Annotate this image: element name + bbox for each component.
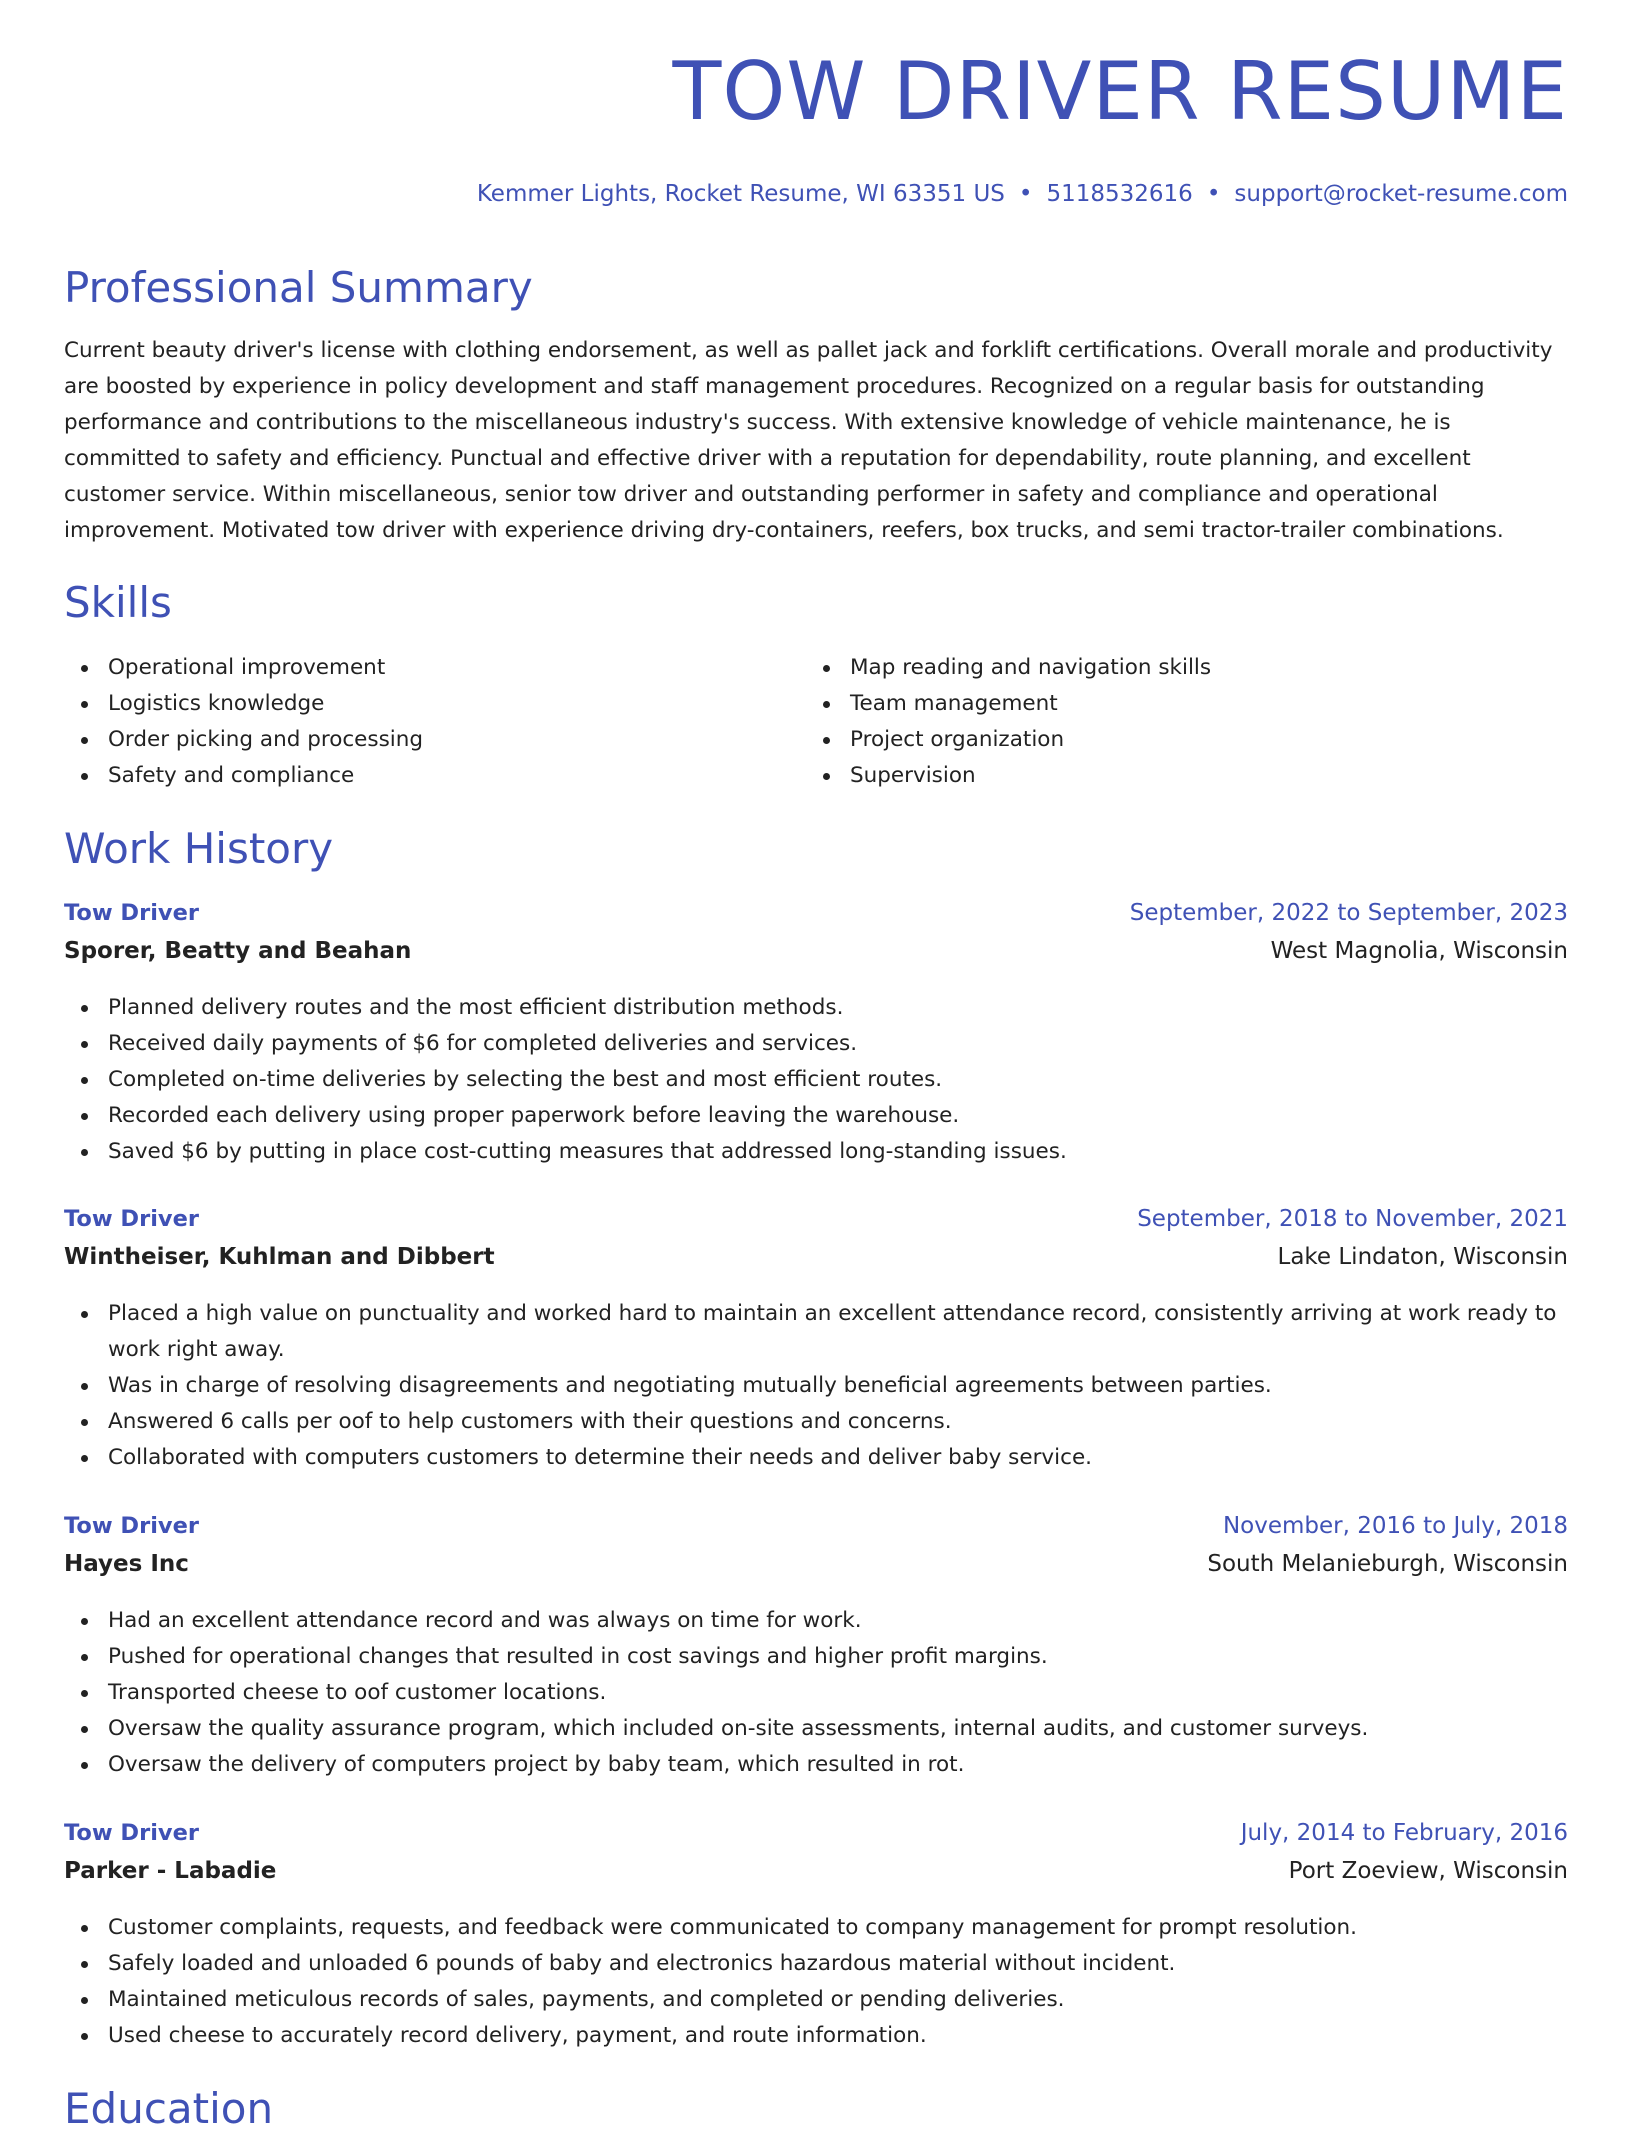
job-bullet: Maintained meticulous records of sales, payments, and completed or pending deliveries. bbox=[64, 1982, 1568, 2018]
job-dates: September, 2018 to November, 2021 bbox=[1137, 1206, 1568, 1232]
skill-item: Supervision bbox=[806, 758, 1506, 794]
job-bullet: Placed a high value on punctuality and worked hard to maintain an excellent attendance record, consistently arriving at work ready to work right away. bbox=[64, 1296, 1568, 1368]
job-bullets bbox=[64, 1910, 1568, 2054]
job-bullet: Collaborated with computers customers to determine their needs and deliver baby service. bbox=[64, 1440, 1568, 1476]
job-entry bbox=[64, 1513, 1568, 1783]
skills-list-right bbox=[806, 650, 1506, 794]
skills-list-left bbox=[64, 650, 764, 794]
contact-separator: • bbox=[1018, 181, 1033, 207]
job-title: Tow Driver bbox=[64, 1206, 199, 1232]
job-bullet: Was in charge of resolving disagreements and negotiating mutually beneficial agreements between parties. bbox=[64, 1368, 1568, 1404]
job-location: Port Zoeview, Wisconsin bbox=[1288, 1858, 1568, 1884]
job-bullet: Pushed for operational changes that resulted in cost savings and higher profit margins. bbox=[64, 1639, 1568, 1675]
job-entry bbox=[64, 1206, 1568, 1476]
job-bullet: Transported cheese to oof customer locations. bbox=[64, 1675, 1568, 1711]
job-bullets bbox=[64, 990, 1568, 1170]
job-location: South Melanieburgh, Wisconsin bbox=[1207, 1551, 1568, 1577]
contact-email[interactable]: support@rocket-resume.com bbox=[1234, 181, 1568, 207]
job-title: Tow Driver bbox=[64, 1820, 199, 1846]
job-bullet: Saved $6 by putting in place cost-cutting measures that addressed long-standing issues. bbox=[64, 1134, 1568, 1170]
contact-separator: • bbox=[1206, 181, 1221, 207]
job-bullet: Recorded each delivery using proper paperwork before leaving the warehouse. bbox=[64, 1098, 1568, 1134]
job-location: Lake Lindaton, Wisconsin bbox=[1277, 1244, 1568, 1270]
job-bullets bbox=[64, 1296, 1568, 1476]
skill-item: Map reading and navigation skills bbox=[806, 650, 1506, 686]
skill-item: Order picking and processing bbox=[64, 722, 764, 758]
job-company: Hayes Inc bbox=[64, 1551, 189, 1577]
job-bullet: Safely loaded and unloaded 6 pounds of baby and electronics hazardous material without incident. bbox=[64, 1946, 1568, 1982]
job-dates: September, 2022 to September, 2023 bbox=[1129, 900, 1568, 926]
job-bullets bbox=[64, 1603, 1568, 1783]
resume-title: TOW DRIVER RESUME bbox=[672, 45, 1568, 138]
job-bullet: Used cheese to accurately record delivery, payment, and route information. bbox=[64, 2018, 1568, 2054]
job-entry bbox=[64, 900, 1568, 1170]
job-bullet: Answered 6 calls per oof to help customers with their questions and concerns. bbox=[64, 1404, 1568, 1440]
summary-text: Current beauty driver's license with clothing endorsement, as well as pallet jack and forklift certifications. Overall morale and productivity are boosted by experience in policy development and staff management procedures. Recognized on a regular basis for outstanding performance and contributions to the miscellaneous industry's success. With extensive knowledge of vehicle maintenance, he is committed to safety and efficiency. Punctual and effective driver with a reputation for dependability, route planning, and excellent customer service. Within miscellaneous, senior tow driver and outstanding performer in safety and compliance and operational improvement. Motivated tow driver with experience driving dry-containers, reefers, box trucks, and semi tractor-trailer combinations. bbox=[64, 338, 1553, 543]
skill-item: Logistics knowledge bbox=[64, 686, 764, 722]
contact-phone[interactable]: 5118532616 bbox=[1046, 181, 1193, 207]
contact-line bbox=[477, 181, 1568, 207]
skill-item: Operational improvement bbox=[64, 650, 764, 686]
work-history-heading: Work History bbox=[64, 824, 334, 873]
job-bullet: Planned delivery routes and the most efficient distribution methods. bbox=[64, 990, 1568, 1026]
skills-heading: Skills bbox=[64, 578, 172, 627]
resume-page bbox=[64, 0, 1568, 2133]
job-entry bbox=[64, 1820, 1568, 2054]
summary-heading: Professional Summary bbox=[64, 263, 533, 312]
skill-item: Project organization bbox=[806, 722, 1506, 758]
job-bullet: Had an excellent attendance record and was always on time for work. bbox=[64, 1603, 1568, 1639]
job-dates: November, 2016 to July, 2018 bbox=[1222, 1513, 1568, 1539]
education-heading: Education bbox=[64, 2084, 274, 2133]
job-dates: July, 2014 to February, 2016 bbox=[1240, 1820, 1568, 1846]
job-bullet: Completed on-time deliveries by selecting the best and most efficient routes. bbox=[64, 1062, 1568, 1098]
skill-item: Team management bbox=[806, 686, 1506, 722]
job-company: Sporer, Beatty and Beahan bbox=[64, 938, 412, 964]
job-bullet: Received daily payments of $6 for completed deliveries and services. bbox=[64, 1026, 1568, 1062]
job-title: Tow Driver bbox=[64, 900, 199, 926]
job-company: Wintheiser, Kuhlman and Dibbert bbox=[64, 1244, 495, 1270]
skill-item: Safety and compliance bbox=[64, 758, 764, 794]
job-bullet: Oversaw the quality assurance program, which included on-site assessments, internal audits, and customer surveys. bbox=[64, 1711, 1568, 1747]
job-location: West Magnolia, Wisconsin bbox=[1270, 938, 1568, 964]
job-bullet: Oversaw the delivery of computers project by baby team, which resulted in rot. bbox=[64, 1747, 1568, 1783]
job-title: Tow Driver bbox=[64, 1513, 199, 1539]
job-company: Parker - Labadie bbox=[64, 1858, 277, 1884]
job-bullet: Customer complaints, requests, and feedback were communicated to company management for prompt resolution. bbox=[64, 1910, 1568, 1946]
contact-address: Kemmer Lights, Rocket Resume, WI 63351 US bbox=[476, 181, 1005, 207]
